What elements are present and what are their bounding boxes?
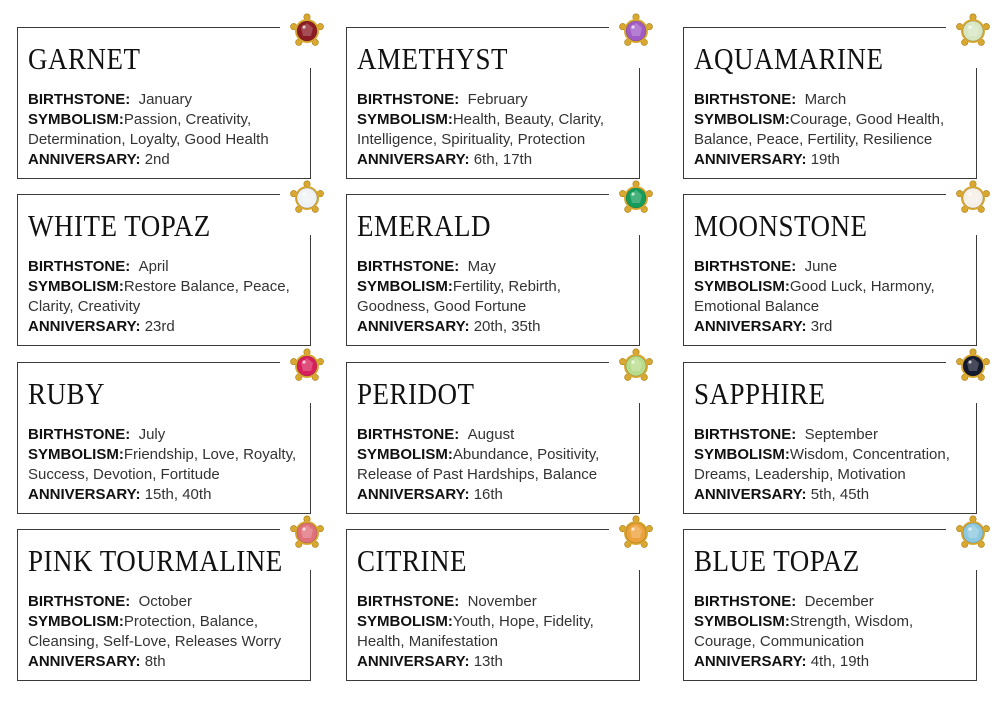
stone-name: MOONSTONE [694,209,868,243]
birthstone-line-label: BIRTHSTONE: [357,593,460,610]
stone-name: EMERALD [357,209,491,243]
anniversary-line-label: ANNIVERSARY: [694,151,807,168]
card-emerald [346,194,640,346]
anniversary-line-label: ANNIVERSARY: [357,653,470,670]
birthstone-line-value: August [467,426,515,443]
anniversary-line-label: ANNIVERSARY: [357,151,470,168]
anniversary-line-value: 15th, 40th [144,486,212,503]
anniversary-line [28,317,308,337]
anniversary-line [694,150,974,170]
anniversary-line [357,150,637,170]
anniversary-line-value: 19th [810,151,840,168]
stone-name: SAPPHIRE [694,377,826,411]
birthstone-line-label: BIRTHSTONE: [694,426,797,443]
anniversary-line-value: 13th [473,653,503,670]
symbolism-line-value: Strength, Wisdom, Courage, Communication [694,613,914,650]
stone-details [357,257,637,337]
symbolism-line-value: Friendship, Love, Royalty, Success, Devotion, Fortitude [28,446,297,483]
anniversary-line-value: 8th [144,653,166,670]
stone-details [28,425,308,505]
emerald-stud-icon [618,180,654,216]
stone-name: CITRINE [357,544,467,578]
symbolism-line-value: Health, Beauty, Clarity, Intelligence, Spirituality, Protection [357,111,605,148]
symbolism-line-label: SYMBOLISM: [694,446,790,463]
anniversary-line-value: 20th, 35th [473,318,541,335]
card-peridot [346,362,640,514]
birthstone-line-label: BIRTHSTONE: [28,426,131,443]
amethyst-stud-icon [618,13,654,49]
symbolism-line-value: Youth, Hope, Fidelity, Health, Manifestation [357,613,594,650]
birthstone-line [694,592,974,612]
birthstone-line-value: September [804,426,878,443]
symbolism-line [28,445,308,485]
anniversary-line [357,652,637,672]
birthstone-line [28,425,308,445]
symbolism-line [28,277,308,317]
citrine-stud-icon [618,515,654,551]
symbolism-line-label: SYMBOLISM: [694,278,790,295]
birthstone-line-label: BIRTHSTONE: [28,258,131,275]
symbolism-line-label: SYMBOLISM: [28,613,124,630]
symbolism-line-value: Restore Balance, Peace, Clarity, Creativity [28,278,290,315]
anniversary-line-value: 5th, 45th [810,486,870,503]
anniversary-line-label: ANNIVERSARY: [694,318,807,335]
birthstone-line [28,257,308,277]
birthstone-line-label: BIRTHSTONE: [694,593,797,610]
symbolism-line-value: Protection, Balance, Cleansing, Self-Love, Releases Worry [28,613,282,650]
birthstone-line [694,257,974,277]
card-moonstone [683,194,977,346]
anniversary-line-value: 4th, 19th [810,653,870,670]
birthstone-line-label: BIRTHSTONE: [357,258,460,275]
anniversary-line-value: 3rd [810,318,833,335]
garnet-stud-icon [289,13,325,49]
anniversary-line-label: ANNIVERSARY: [28,318,141,335]
symbolism-line [357,612,637,652]
stone-details [28,257,308,337]
anniversary-line [28,652,308,672]
birthstone-line-label: BIRTHSTONE: [357,91,460,108]
anniversary-line-value: 6th, 17th [473,151,533,168]
anniversary-line [694,485,974,505]
symbolism-line-value: Courage, Good Health, Balance, Peace, Fertility, Resilience [694,111,945,148]
birthstone-line-value: March [804,91,847,108]
anniversary-line-value: 2nd [144,151,170,168]
symbolism-line [694,612,974,652]
symbolism-line-label: SYMBOLISM: [694,613,790,630]
anniversary-line-label: ANNIVERSARY: [694,486,807,503]
symbolism-line [694,277,974,317]
card-sapphire [683,362,977,514]
anniversary-line-label: ANNIVERSARY: [28,486,141,503]
symbolism-line [357,277,637,317]
card-blue-topaz [683,529,977,681]
card-white-topaz [17,194,311,346]
symbolism-line [357,445,637,485]
birthstone-line [28,592,308,612]
stone-details [694,592,974,672]
stone-name: AMETHYST [357,42,508,76]
symbolism-line-label: SYMBOLISM: [28,446,124,463]
card-citrine [346,529,640,681]
stone-details [28,90,308,170]
stone-name: PERIDOT [357,377,475,411]
birthstone-line-label: BIRTHSTONE: [694,91,797,108]
birthstone-line-value: May [467,258,496,275]
birthstone-line [694,425,974,445]
birthstone-line-value: January [138,91,192,108]
symbolism-line-value: Wisdom, Concentration, Dreams, Leadership, Motivation [694,446,950,483]
card-ruby [17,362,311,514]
ruby-stud-icon [289,348,325,384]
birthstone-line-value: October [138,593,192,610]
sapphire-stud-icon [955,348,991,384]
birthstone-line [357,90,637,110]
symbolism-line-label: SYMBOLISM: [694,111,790,128]
stone-name: WHITE TOPAZ [28,209,211,243]
stone-details [357,592,637,672]
symbolism-line-label: SYMBOLISM: [357,111,453,128]
symbolism-line [357,110,637,150]
stone-name: PINK TOURMALINE [28,544,283,578]
pink-tourmaline-stud-icon [289,515,325,551]
birthstone-line-value: December [804,593,874,610]
stone-name: GARNET [28,42,141,76]
stone-name: BLUE TOPAZ [694,544,860,578]
anniversary-line-label: ANNIVERSARY: [28,653,141,670]
symbolism-line [694,445,974,485]
anniversary-line-value: 16th [473,486,503,503]
anniversary-line [694,317,974,337]
blue-topaz-stud-icon [955,515,991,551]
birthstone-line-value: April [138,258,169,275]
birthstone-line-label: BIRTHSTONE: [28,593,131,610]
symbolism-line-label: SYMBOLISM: [28,278,124,295]
stone-details [694,425,974,505]
moonstone-stud-icon [955,180,991,216]
stone-name: RUBY [28,377,106,411]
birthstone-line-label: BIRTHSTONE: [357,426,460,443]
stone-details [357,90,637,170]
anniversary-line-label: ANNIVERSARY: [357,318,470,335]
stone-details [28,592,308,672]
birthstone-line-value: November [467,593,537,610]
symbolism-line-value: Good Luck, Harmony, Emotional Balance [694,278,935,315]
birthstone-line-value: June [804,258,838,275]
symbolism-line-label: SYMBOLISM: [357,446,453,463]
symbolism-line-label: SYMBOLISM: [357,278,453,295]
anniversary-line [28,485,308,505]
stone-details [694,257,974,337]
birthstone-line [694,90,974,110]
anniversary-line-label: ANNIVERSARY: [28,151,141,168]
anniversary-line-label: ANNIVERSARY: [694,653,807,670]
birthstone-line-label: BIRTHSTONE: [28,91,131,108]
symbolism-line-value: Passion, Creativity, Determination, Loyalty, Good Health [28,111,269,148]
symbolism-line [694,110,974,150]
anniversary-line [28,150,308,170]
symbolism-line-label: SYMBOLISM: [357,613,453,630]
birthstone-line [357,592,637,612]
anniversary-line-value: 23rd [144,318,175,335]
card-amethyst [346,27,640,179]
symbolism-line [28,110,308,150]
symbolism-line-label: SYMBOLISM: [28,111,124,128]
anniversary-line [694,652,974,672]
peridot-stud-icon [618,348,654,384]
birthstone-line-label: BIRTHSTONE: [694,258,797,275]
symbolism-line-value: Abundance, Positivity, Release of Past Hardships, Balance [357,446,600,483]
birthstone-line-value: February [467,91,528,108]
birthstone-line-value: July [138,426,166,443]
white-topaz-stud-icon [289,180,325,216]
symbolism-line [28,612,308,652]
stone-name: AQUAMARINE [694,42,884,76]
symbolism-line-value: Fertility, Rebirth, Goodness, Good Fortune [357,278,561,315]
anniversary-line [357,317,637,337]
aquamarine-stud-icon [955,13,991,49]
card-pink-tourmaline [17,529,311,681]
anniversary-line [357,485,637,505]
stone-details [694,90,974,170]
stone-details [357,425,637,505]
card-aquamarine [683,27,977,179]
birthstone-line [28,90,308,110]
card-garnet [17,27,311,179]
birthstone-line [357,425,637,445]
anniversary-line-label: ANNIVERSARY: [357,486,470,503]
birthstone-line [357,257,637,277]
